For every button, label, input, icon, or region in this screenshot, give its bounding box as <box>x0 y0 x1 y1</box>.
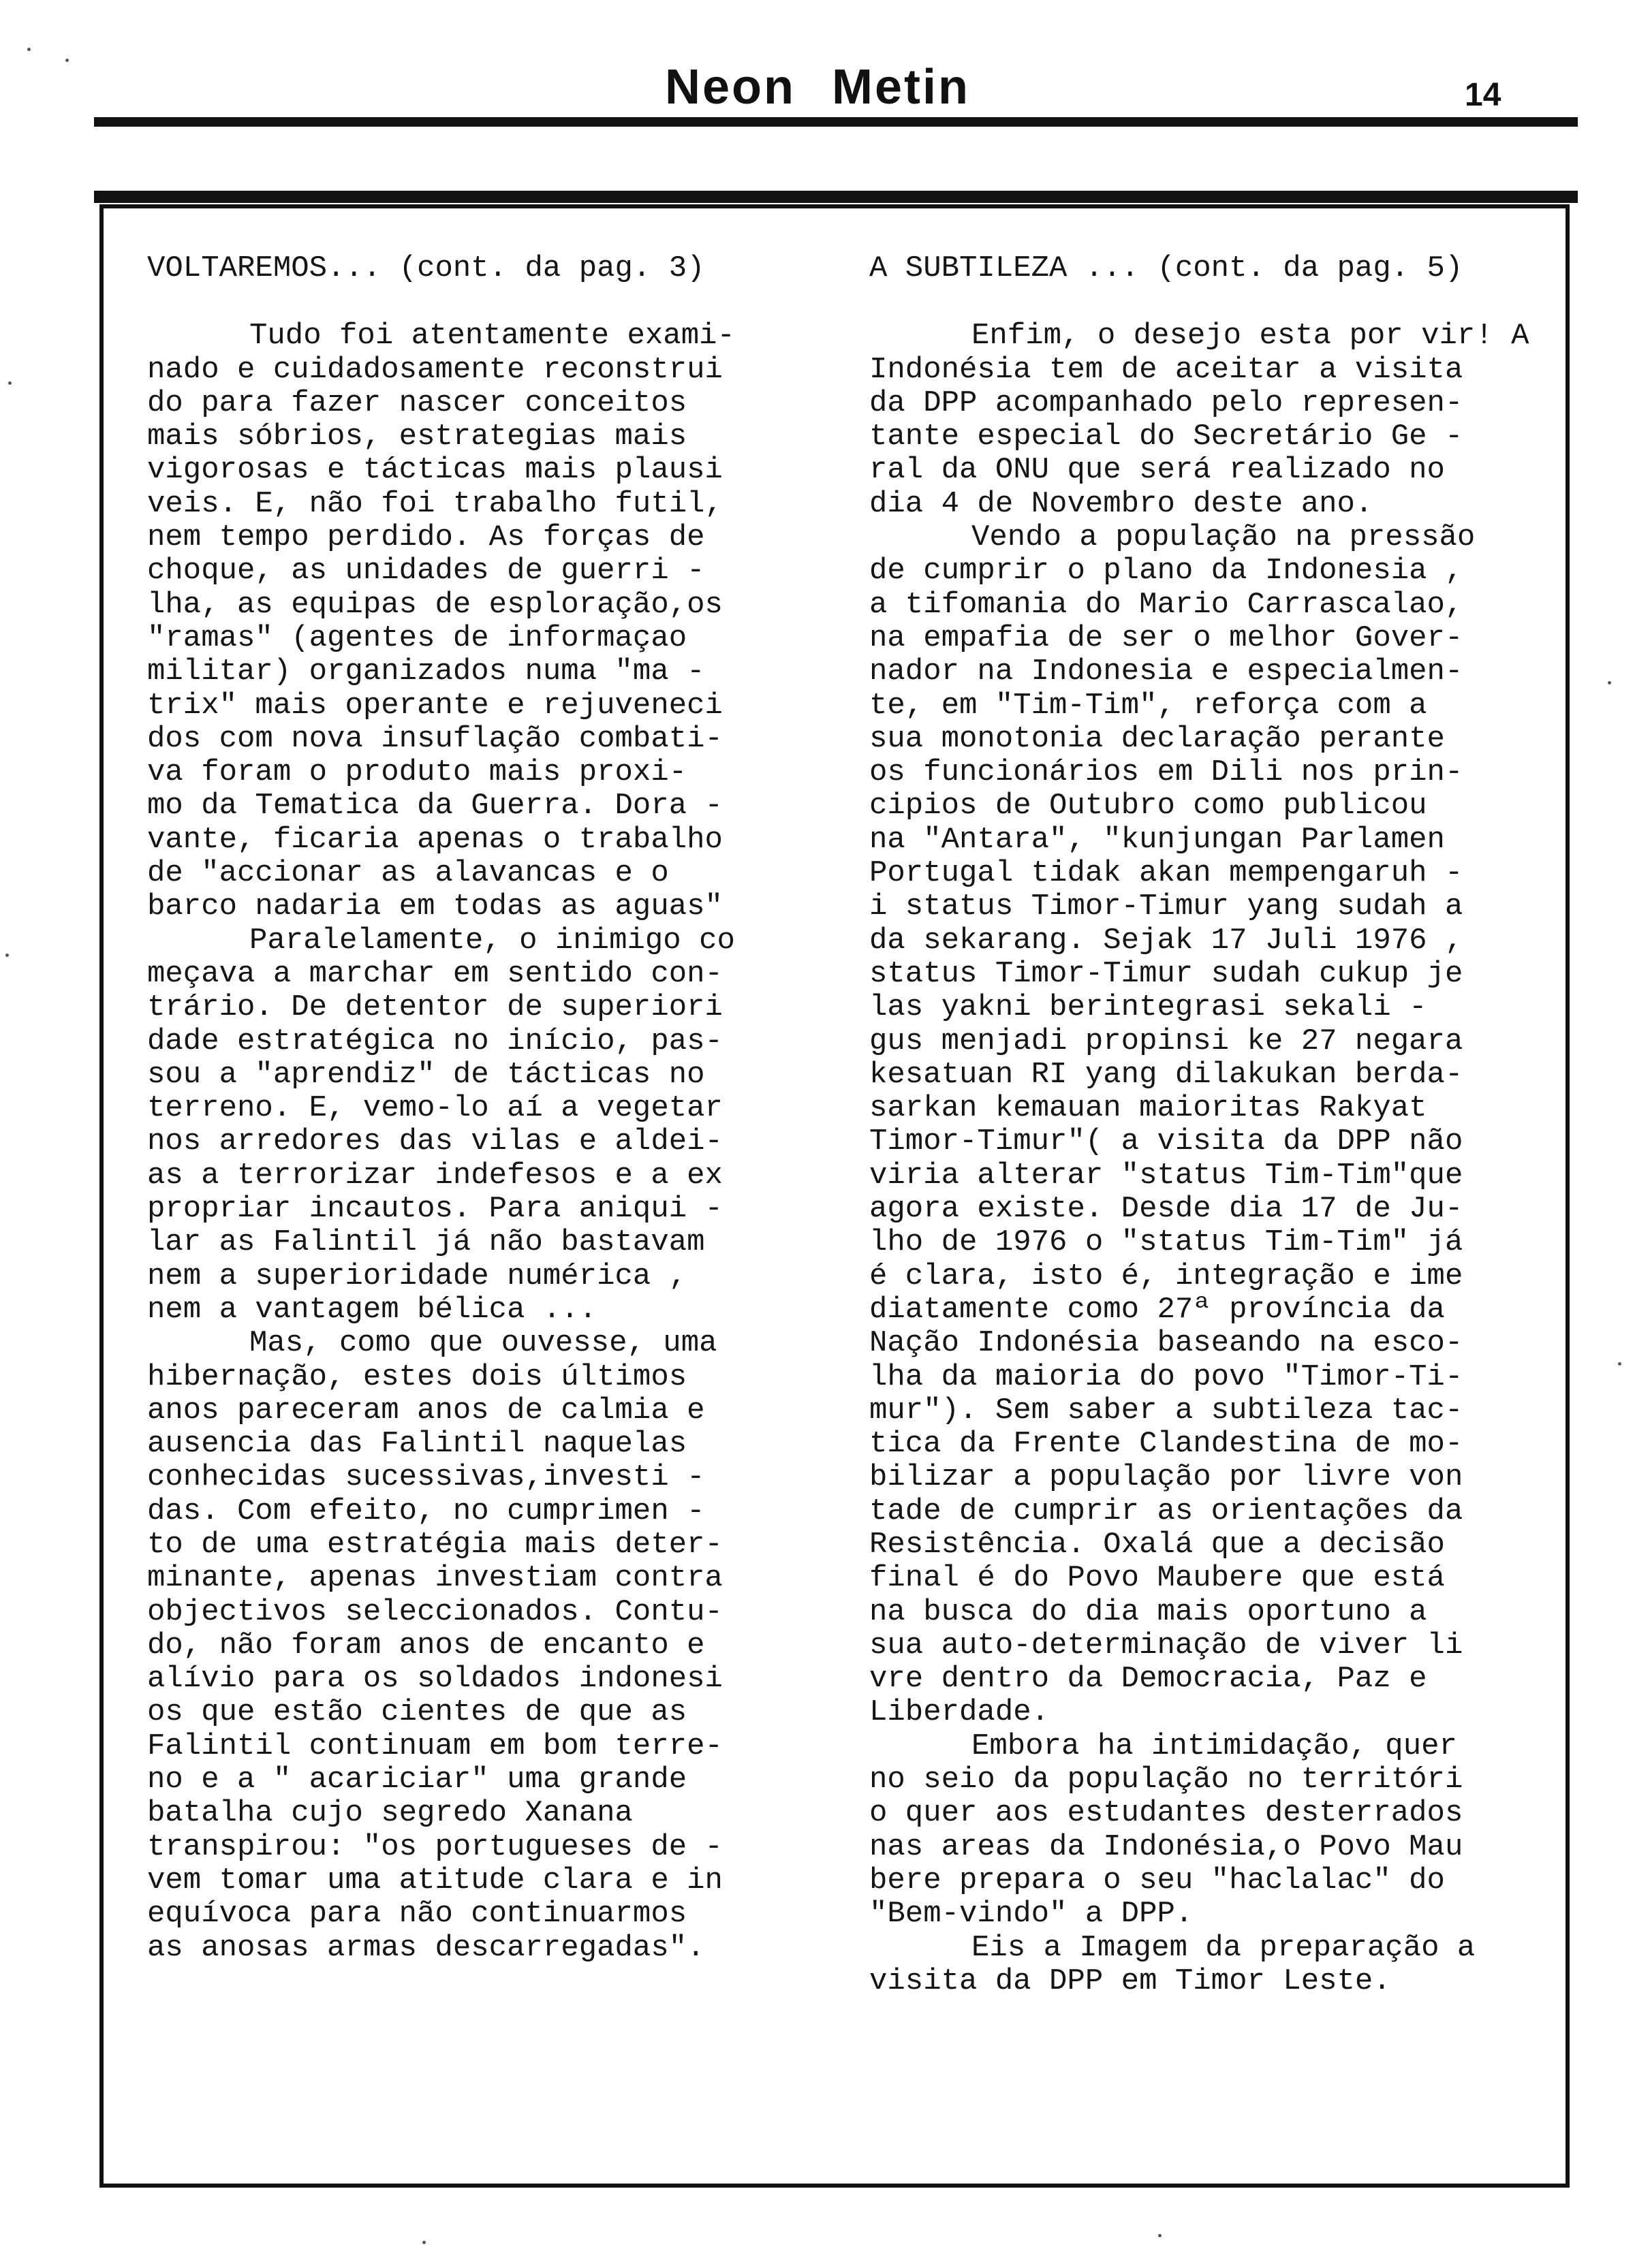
text-line: lha, as equipas de esploração,os <box>147 587 723 622</box>
box-top-rule <box>94 191 1578 203</box>
text-line: no seio da população no territóri <box>869 1763 1463 1797</box>
scan-speck <box>1618 1362 1621 1366</box>
text-line: agora existe. Desde dia 17 de Ju- <box>869 1192 1463 1227</box>
text-line: objectivos seleccionados. Contu- <box>147 1594 723 1629</box>
text-line: Falintil continuam em bom terre- <box>147 1729 723 1763</box>
text-line: no e a " acariciar" uma grande <box>147 1763 687 1797</box>
text-line: te, em "Tim-Tim", reforça com a <box>869 688 1427 723</box>
text-line: nado e cuidadosamente reconstrui <box>147 352 723 387</box>
text-line: as anosas armas descarregadas". <box>147 1930 705 1965</box>
text-line: dos com nova insuflação combati- <box>147 721 723 756</box>
text-line: bere prepara o seu "haclalac" do <box>869 1863 1445 1897</box>
left-article-heading: VOLTAREMOS... (cont. da pag. 3) <box>147 251 705 285</box>
text-line: da sekarang. Sejak 17 Juli 1976 , <box>869 923 1463 958</box>
text-line: veis. E, não foi trabalho futil, <box>147 486 723 521</box>
right-article-body <box>869 319 1551 1998</box>
text-line: choque, as unidades de guerri - <box>147 554 705 588</box>
text-line: nem a vantagem bélica ... <box>147 1292 597 1327</box>
text-line: as a terrorizar indefesos e a ex <box>147 1158 723 1193</box>
text-line: lha da maioria do povo "Timor-Ti- <box>869 1359 1463 1394</box>
text-line: na "Antara", "kunjungan Parlamen <box>869 822 1445 857</box>
page-number: 14 <box>1465 77 1501 113</box>
text-line: vem tomar uma atitude clara e in <box>147 1863 723 1897</box>
text-line: vante, ficaria apenas o trabalho <box>147 822 723 857</box>
text-line: da DPP acompanhado pelo represen- <box>869 385 1463 420</box>
text-line: minante, apenas investiam contra <box>147 1561 723 1596</box>
text-line: vre dentro da Democracia, Paz e <box>869 1662 1427 1697</box>
text-line: mo da Tematica da Guerra. Dora - <box>147 789 723 823</box>
text-line: i status Timor-Timur yang sudah a <box>869 889 1463 924</box>
text-line: status Timor-Timur sudah cukup je <box>869 956 1463 991</box>
text-line: Tudo foi atentamente exami- <box>249 319 735 353</box>
text-line: Mas, como que ouvesse, uma <box>249 1326 717 1361</box>
text-line: tica da Frente Clandestina de mo- <box>869 1427 1463 1462</box>
text-line: nos arredores das vilas e aldei- <box>147 1124 723 1159</box>
text-line: os funcionários em Dili nos prin- <box>869 755 1463 790</box>
text-line: nas areas da Indonésia,o Povo Mau <box>869 1829 1463 1864</box>
scan-speck <box>65 59 69 62</box>
text-line: "Bem-vindo" a DPP. <box>869 1897 1194 1932</box>
text-line: visita da DPP em Timor Leste. <box>869 1964 1391 1998</box>
text-line: é clara, isto é, integração e ime <box>869 1259 1463 1293</box>
text-line: gus menjadi propinsi ke 27 negara <box>869 1024 1463 1058</box>
text-line: dia 4 de Novembro deste ano. <box>869 486 1373 521</box>
text-line: nem a superioridade numérica , <box>147 1259 687 1293</box>
masthead-rule <box>94 117 1578 127</box>
text-line: "ramas" (agentes de informaçao <box>147 620 687 655</box>
scan-speck <box>1608 681 1611 684</box>
masthead-title: Neon Metin <box>665 60 970 114</box>
text-line: Eis a Imagem da preparação a <box>971 1930 1476 1965</box>
text-line: Paralelamente, o inimigo co <box>249 923 735 958</box>
text-line: nador na Indonesia e especialmen- <box>869 655 1463 689</box>
text-line: kesatuan RI yang dilakukan berda- <box>869 1057 1463 1092</box>
text-line: militar) organizados numa "ma - <box>147 655 705 689</box>
text-line: tante especial do Secretário Ge - <box>869 420 1463 454</box>
text-line: dade estratégica no início, pas- <box>147 1024 723 1058</box>
scan-speck <box>8 381 12 385</box>
text-line: va foram o produto mais proxi- <box>147 755 687 790</box>
text-line: Indonésia tem de aceitar a visita <box>869 352 1463 387</box>
text-line: Enfim, o desejo esta por vir! A <box>971 319 1529 353</box>
text-line: do, não foram anos de encanto e <box>147 1628 705 1663</box>
text-line: mais sóbrios, estrategias mais <box>147 420 687 454</box>
text-line: terreno. E, vemo-lo aí a vegetar <box>147 1091 723 1126</box>
text-line: barco nadaria em todas as aguas" <box>147 889 723 924</box>
text-line: nem tempo perdido. As forças de <box>147 520 705 555</box>
text-line: cipios de Outubro como publicou <box>869 789 1427 823</box>
text-line: bilizar a população por livre von <box>869 1460 1463 1495</box>
text-line: Resistência. Oxalá que a decisão <box>869 1527 1445 1562</box>
text-line: sua monotonia declaração perante <box>869 721 1445 756</box>
text-line: Portugal tidak akan mempengaruh - <box>869 856 1463 891</box>
text-line: trário. De detentor de superiori <box>147 990 723 1025</box>
text-line: mur"). Sem saber a subtileza tac- <box>869 1393 1463 1428</box>
text-line: sarkan kemauan maioritas Rakyat <box>869 1091 1427 1126</box>
scan-speck <box>422 2241 426 2244</box>
text-line: trix" mais operante e rejuveneci <box>147 688 723 723</box>
text-line: diatamente como 27ª província da <box>869 1292 1445 1327</box>
left-article-body <box>147 319 815 1965</box>
text-line: sua auto-determinação de viver li <box>869 1628 1463 1663</box>
text-line: Nação Indonésia baseando na esco- <box>869 1326 1463 1361</box>
text-line: equívoca para não continuarmos <box>147 1897 687 1932</box>
text-line: vigorosas e tácticas mais plausi <box>147 453 723 488</box>
text-line: ral da ONU que será realizado no <box>869 453 1445 488</box>
text-line: to de uma estratégia mais deter- <box>147 1527 723 1562</box>
text-line: os que estão cientes de que as <box>147 1695 687 1730</box>
text-line: conhecidas sucessivas,investi - <box>147 1460 705 1495</box>
text-line: transpirou: "os portugueses de - <box>147 1829 723 1864</box>
right-column-article <box>869 252 1551 1998</box>
text-line: final é do Povo Maubere que está <box>869 1561 1445 1596</box>
text-line: anos pareceram anos de calmia e <box>147 1393 705 1428</box>
text-line: o quer aos estudantes desterrados <box>869 1796 1463 1831</box>
text-line: Liberdade. <box>869 1695 1050 1730</box>
text-line: na empafia de ser o melhor Gover- <box>869 620 1463 655</box>
text-line: las yakni berintegrasi sekali - <box>869 990 1427 1025</box>
text-line: lar as Falintil já não bastavam <box>147 1225 705 1260</box>
text-line: Embora ha intimidação, quer <box>971 1729 1457 1763</box>
scan-speck <box>27 48 31 51</box>
text-line: viria alterar "status Tim-Tim"que <box>869 1158 1463 1193</box>
text-line: a tifomania do Mario Carrascalao, <box>869 587 1463 622</box>
text-line: alívio para os soldados indonesi <box>147 1662 723 1697</box>
scan-speck <box>5 954 9 957</box>
scan-speck <box>1158 2234 1162 2237</box>
text-line: tade de cumprir as orientações da <box>869 1494 1463 1528</box>
text-line: na busca do dia mais oportuno a <box>869 1594 1427 1629</box>
text-line: batalha cujo segredo Xanana <box>147 1796 633 1831</box>
left-column-article <box>147 252 815 1965</box>
text-line: de cumprir o plano da Indonesia , <box>869 554 1463 588</box>
text-line: sou a "aprendiz" de tácticas no <box>147 1057 705 1092</box>
right-article-heading: A SUBTILEZA ... (cont. da pag. 5) <box>869 251 1463 285</box>
text-line: hibernação, estes dois últimos <box>147 1359 687 1394</box>
text-line: ausencia das Falintil naquelas <box>147 1427 687 1462</box>
text-line: Timor-Timur"( a visita da DPP não <box>869 1124 1463 1159</box>
text-line: Vendo a população na pressão <box>971 520 1476 555</box>
text-line: meçava a marchar em sentido con- <box>147 956 723 991</box>
text-line: do para fazer nascer conceitos <box>147 385 687 420</box>
text-line: de "accionar as alavancas e o <box>147 856 669 891</box>
text-line: propriar incautos. Para aniqui - <box>147 1192 723 1227</box>
text-line: das. Com efeito, no cumprimen - <box>147 1494 705 1528</box>
text-line: lho de 1976 o "status Tim-Tim" já <box>869 1225 1463 1260</box>
